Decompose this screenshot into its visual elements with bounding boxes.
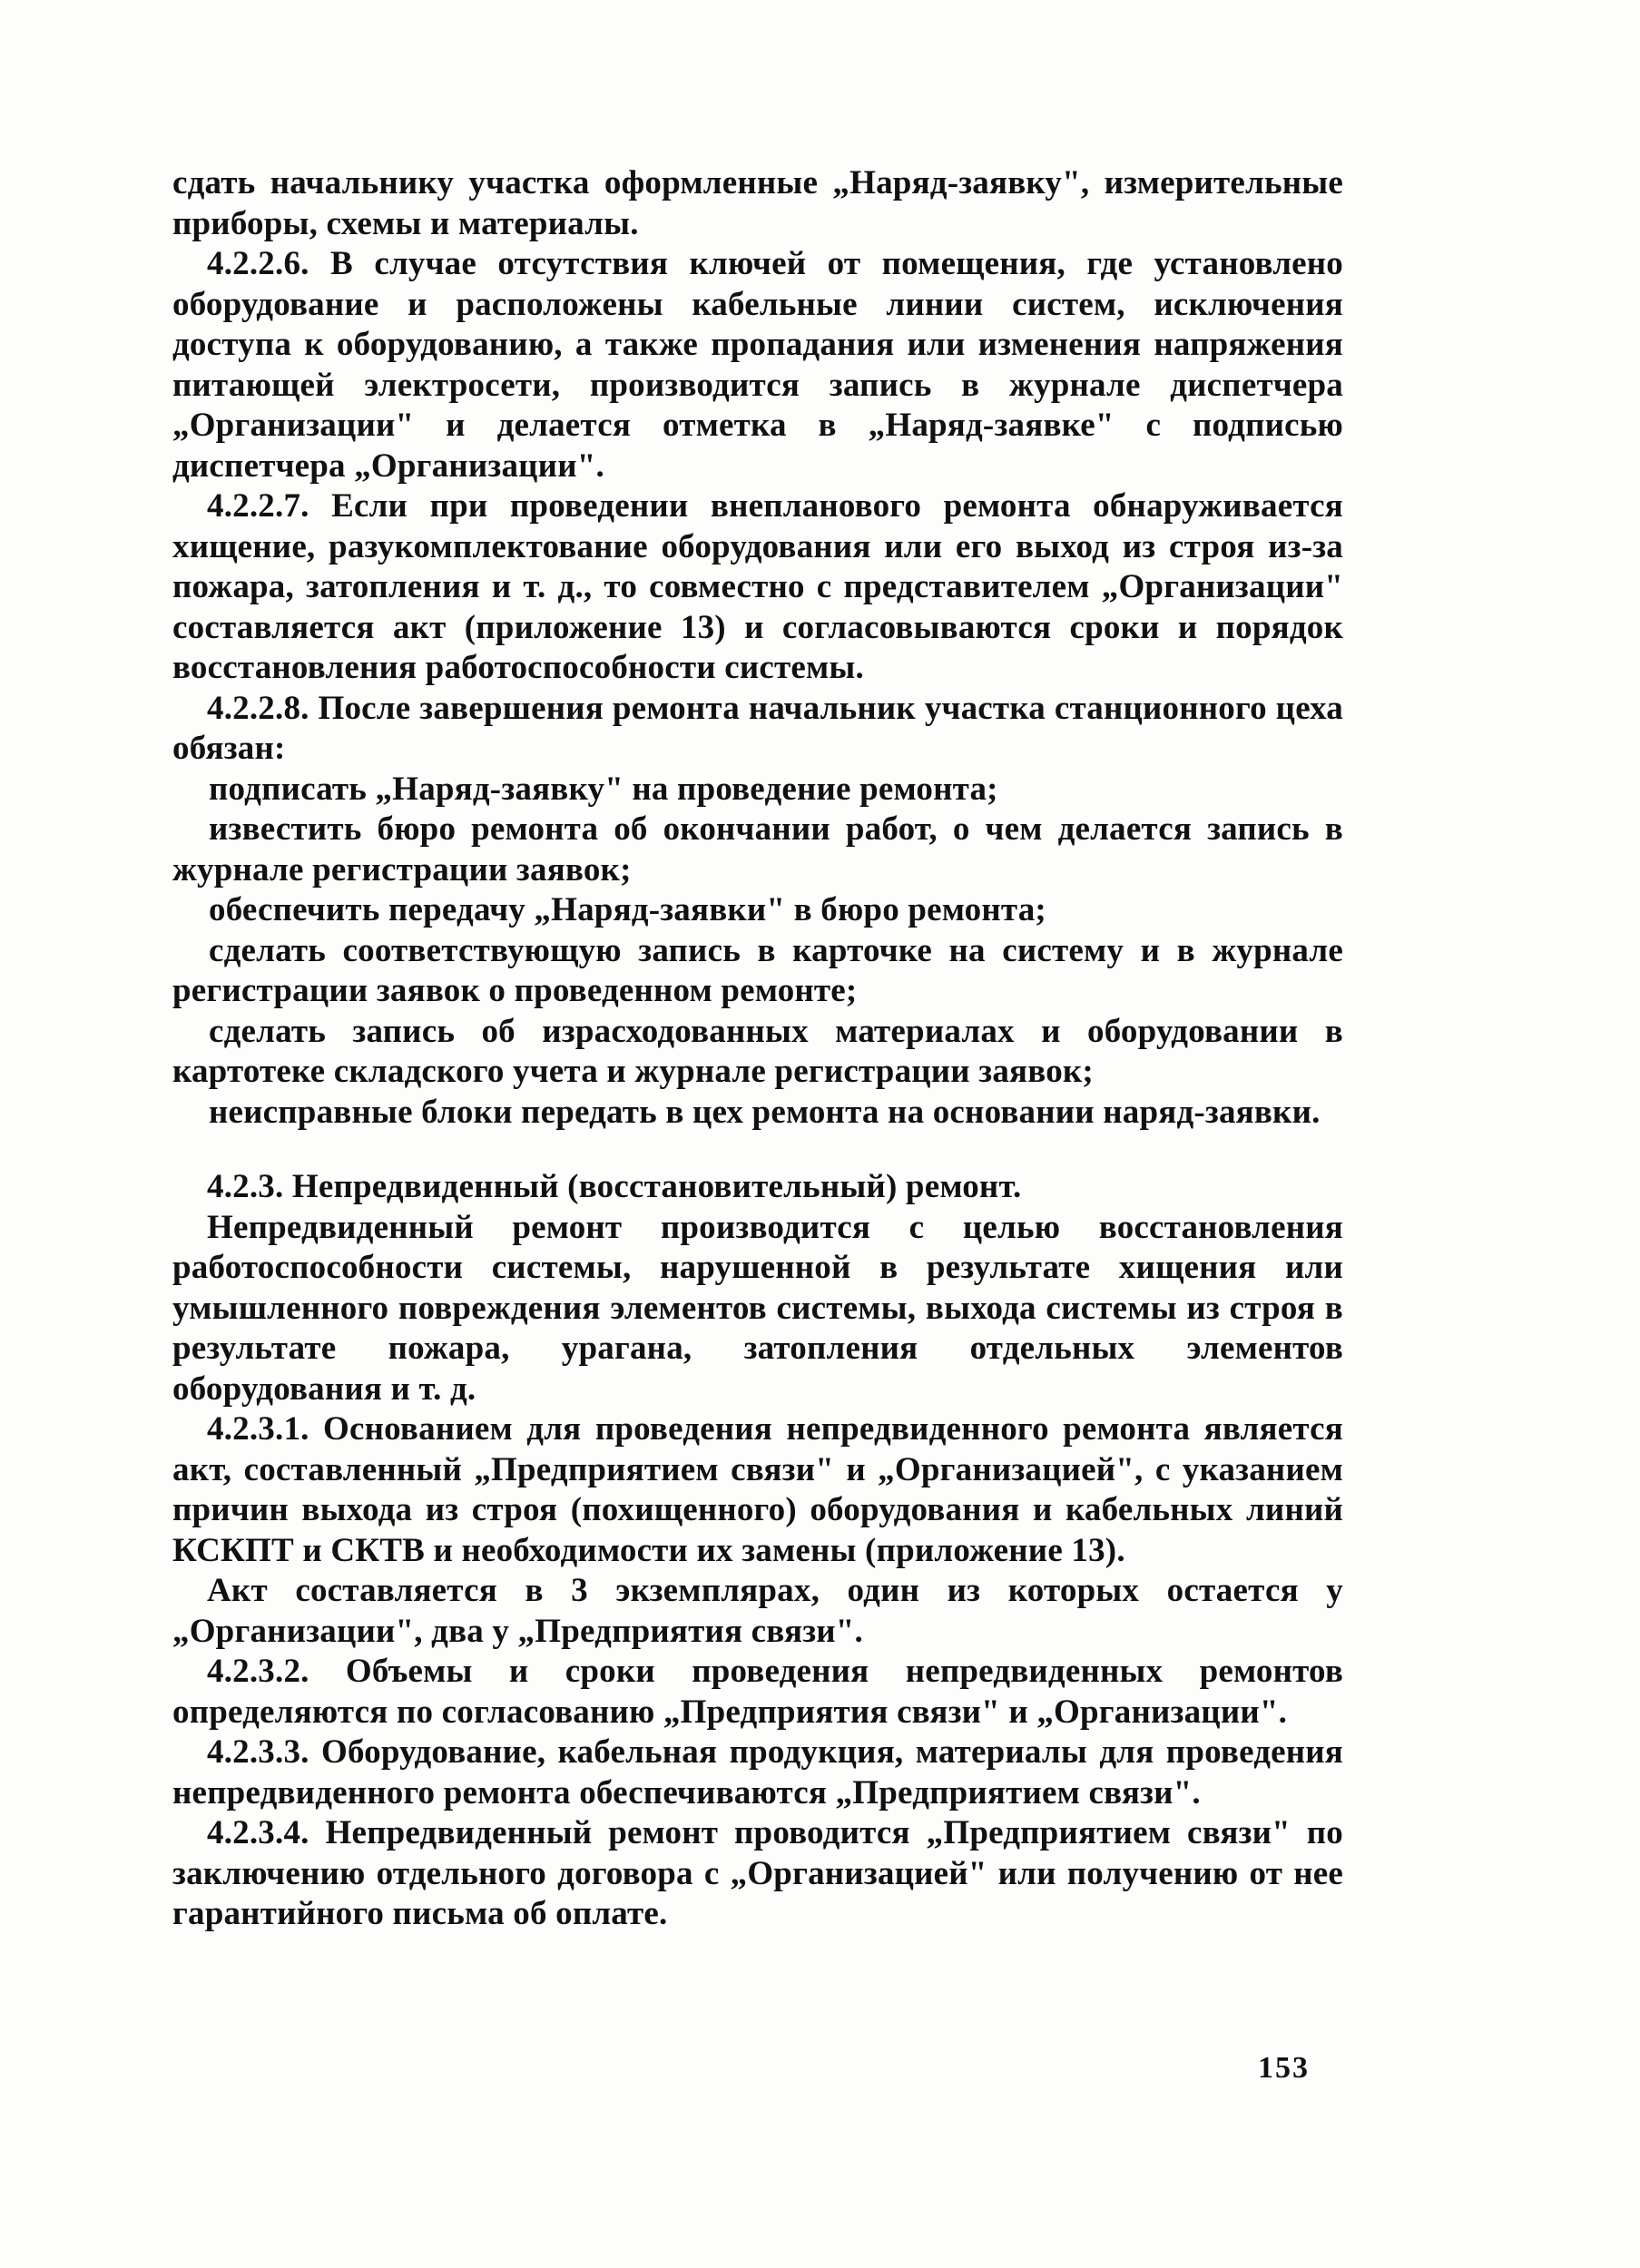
list-item-record-materials: сделать запись об израсходованных материалах и оборудовании в картотеке складского учета и журнале регистрации заявок; <box>172 1012 1343 1090</box>
page-number: 153 <box>1258 2051 1310 2085</box>
paragraph-4-2-2-6: 4.2.2.6. В случае отсутствия ключей от помещения, где установлено оборудование и расположены кабельные линии систем, исключения доступа к оборудованию, а также пропадания или изменения напряжения питающей электросети, производится запись в журнале диспетчера „Организации" и делается отметка в „Наряд-заявке" с подписью диспетчера „Организации". <box>172 245 1343 485</box>
paragraph-act-copies: Акт составляется в 3 экземплярах, один из которых остается у „Организации", два у „Предприятия связи". <box>172 1572 1343 1650</box>
list-item-record-card: сделать соответствующую запись в карточке на систему и в журнале регистрации заявок о проведенном ремонте; <box>172 931 1343 1009</box>
body-text <box>172 163 1343 1935</box>
paragraph-4-2-2-8: 4.2.2.8. После завершения ремонта начальник участка станционного цеха обязан: <box>172 689 1343 767</box>
paragraph-handover: сдать начальнику участка оформленные „Наряд-заявку", измерительные приборы, схемы и материалы. <box>172 164 1343 242</box>
list-item-transfer: обеспечить передачу „Наряд-заявки" в бюро ремонта; <box>209 891 1046 928</box>
paragraph-4-2-3-4: 4.2.3.4. Непредвиденный ремонт проводится „Предприятием связи" по заключению отдельного договора с „Организацией" или получению от нее гарантийного письма об оплате. <box>172 1814 1343 1932</box>
paragraph-4-2-2-7: 4.2.2.7. Если при проведении внепланового ремонта обнаруживается хищение, разукомплектование оборудования или его выход из строя из-за пожара, затопления и т. д., то совместно с представителем „Организации" составляется акт (приложение 13) и согласовываются сроки и порядок восстановления работоспособности системы. <box>172 487 1343 686</box>
paragraph-unforeseen-repair: Непредвиденный ремонт производится с целью восстановления работоспособности системы, нарушенной в результате хищения или умышленного повреждения элементов системы, выхода системы из строя в результате пожара, урагана, затопления отдельных элементов оборудования и т. д. <box>172 1208 1343 1408</box>
list-item-notify: известить бюро ремонта об окончании работ, о чем делается запись в журнале регистрации заявок; <box>172 810 1343 889</box>
section-title: Непредвиденный (восстановительный) ремонт. <box>283 1168 1022 1205</box>
list-item-faulty-units: неисправные блоки передать в цех ремонта на основании наряд-заявки. <box>209 1093 1321 1131</box>
section-number: 4.2.3. <box>207 1168 284 1205</box>
paragraph-4-2-3-1: 4.2.3.1. Основанием для проведения непредвиденного ремонта является акт, составленный „Предприятием связи" и „Организацией", с указанием причин выхода из строя (похищенного) оборудования и кабельных линий КСКПТ и СКТВ и необходимости их замены (приложение 13). <box>172 1410 1343 1569</box>
section-heading-4-2-3 <box>172 1167 1343 1208</box>
list-item-sign: подписать „Наряд-заявку" на проведение ремонта; <box>209 770 998 808</box>
paragraph-4-2-3-3: 4.2.3.3. Оборудование, кабельная продукция, материалы для проведения непредвиденного ремонта обеспечиваются „Предприятием связи". <box>172 1733 1343 1811</box>
paragraph-4-2-3-2: 4.2.3.2. Объемы и сроки проведения непредвиденных ремонтов определяются по согласованию „Предприятия связи" и „Организации". <box>172 1653 1343 1731</box>
